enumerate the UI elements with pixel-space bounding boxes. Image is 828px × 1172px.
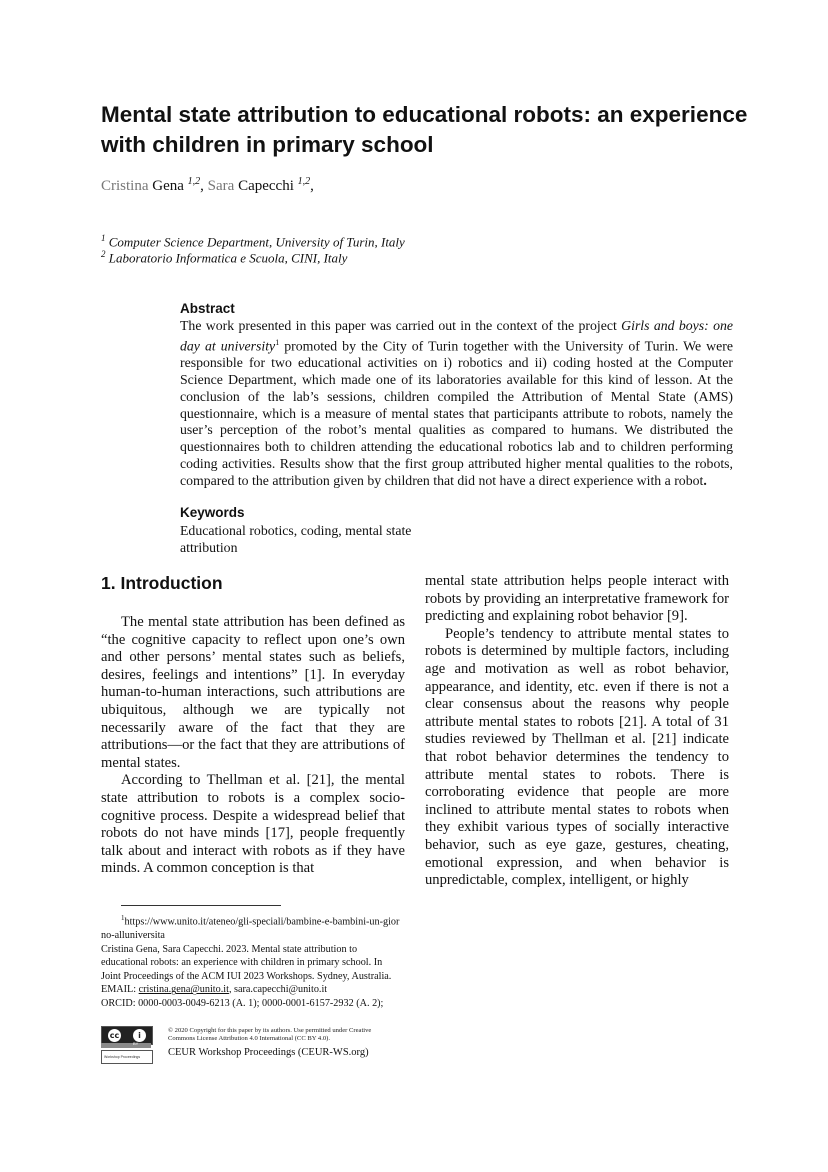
by-attribution-icon: i [133,1029,146,1042]
abstract-end: . [703,472,707,488]
affiliation-1 [101,233,405,250]
author-family-name: Gena [152,178,184,194]
abstract-text: The work presented in this paper was carried out in the context of the project [180,318,622,333]
ceur-logo [101,1050,153,1064]
footnote-number: 1 [121,914,125,922]
author-list [101,176,314,195]
abstract-text: promoted by the City of Turin together with the University of Turin. We were responsible for two educational activities on i) robotics and ii) coding hosted at the Computer Science Department, which made one of its laboratories available for this kind of lesson. At the conclusion of the lab’s sessions, children compiled the Attribution of Mental State (AMS) questionnaire, which is a measure of mental states that participants attribute to robots, namely the user’s perception of the robot’s mental qualities as compared to humans. We distributed the questionnaires both to children attending the educational robotics lab and to children performing coding activities. Results show that the first group attributed higher mental qualities to the robots, compared to the attribution given by children that did not have a direct experience with a robot [180,338,733,488]
author-affiliation-sup: 1,2 [297,176,311,187]
email-rest: , sara.capecchi@unito.it [228,984,328,996]
affiliation-text: Computer Science Department, University of Turin, Italy [108,234,405,250]
paragraph: The mental state attribution has been defined as “the cognitive capacity to reflect upon one’s own and other persons’ mental states such as beliefs, desires, feelings and intentions” [1]. In everyday human-to-human interactions, such attributions are ubiquitous, although we are typically not necessarily aware of the fact that they are attributions—or the fact that they are attributions of mental states. [101,614,405,771]
affiliation-2 [101,249,347,266]
footnote-url[interactable]: https://www.unito.it/ateneo/gli-speciali/bambine-e-bambini-un-giorno-alluniversita [101,916,400,941]
abstract-body [180,318,733,490]
keywords-text: Educational robotics, coding, mental state attribution [180,523,412,555]
affiliation-number: 1 [101,233,106,243]
abstract-heading: Abstract [180,301,235,316]
paragraph: mental state attribution helps people interact with robots by providing an interpretative framework for predicting and explaining robot behavior [9]. [425,573,729,625]
footnote-separator [121,905,281,906]
cc-by-strip [101,1043,151,1048]
author-family-name: Capecchi [238,178,294,194]
ceur-logo-text: Workshop Proceedings [104,1055,141,1059]
paragraph: According to Thellman et al. [21], the mental state attribution to robots is a complex socio-cognitive process. Despite a widespread belief that robots do not have minds [17], people frequently talk about and interact with robots as if they have minds. A common conception is that [101,772,405,877]
author-given-name: Sara [207,178,235,194]
footnote-marker: 1 [275,337,280,347]
author-separator: , [310,178,314,194]
keywords-heading: Keywords [180,505,245,520]
footnote-1 [101,912,401,943]
copyright-notice: © 2020 Copyright for this paper by its authors. Use permitted under Creative Commons License Attribution 4.0 International (CC BY 4.0). [168,1027,372,1043]
footnotes [101,912,401,1011]
right-column [425,573,729,890]
author-separator: , [200,178,208,194]
cc-by-label: BY [133,1041,139,1046]
cc-icon: cc [109,1031,120,1040]
orcid-line: ORCID: 0000-0003-0049-6213 (A. 1); 0000-0001-6157-2932 (A. 2); [101,997,384,1009]
section-heading: 1. Introduction [101,573,223,593]
project-name: Girls and boys: one day at university [180,318,733,354]
email-line [101,983,401,997]
ceur-proceedings-label: CEUR Workshop Proceedings (CEUR-WS.org) [168,1047,369,1058]
email-label: EMAIL: [101,984,139,996]
author-given-name: Cristina [101,178,149,194]
affiliation-text: Laboratorio Informatica e Scuola, CINI, Italy [108,250,348,266]
left-column [101,614,405,878]
affiliation-number: 2 [101,249,106,259]
paragraph: People’s tendency to attribute mental states to robots is determined by multiple factors, including age and motivation as well as robot behavior, appearance, and identity, etc. even if there is not a clear consensus about the reasons why people attribute mental states to robots [21]. A total of 31 studies reviewed by Thellman et al. [21] indicate that robot behavior determines the tendency to attribute mental states to robots. There is corroborating evidence that people are more inclined to attribute mental states to robots when they exhibit various types of socially interactive behavior, such as eye gaze, gestures, cheating, emotional expression, and when behavior is unpredictable, complex, intelligent, or highly [425,625,729,889]
email-link[interactable]: cristina.gena@unito.it [138,984,229,996]
paper-title: Mental state attribution to educational robots: an experience with children in primary school [101,102,748,157]
author-affiliation-sup: 1,2 [187,176,201,187]
citation-text: Cristina Gena, Sara Capecchi. 2023. Mental state attribution to educational robots: an experience with children in primary school. In Joint Proceedings of the ACM IUI 2023 Workshops. Sydney, Australia. [101,943,392,982]
